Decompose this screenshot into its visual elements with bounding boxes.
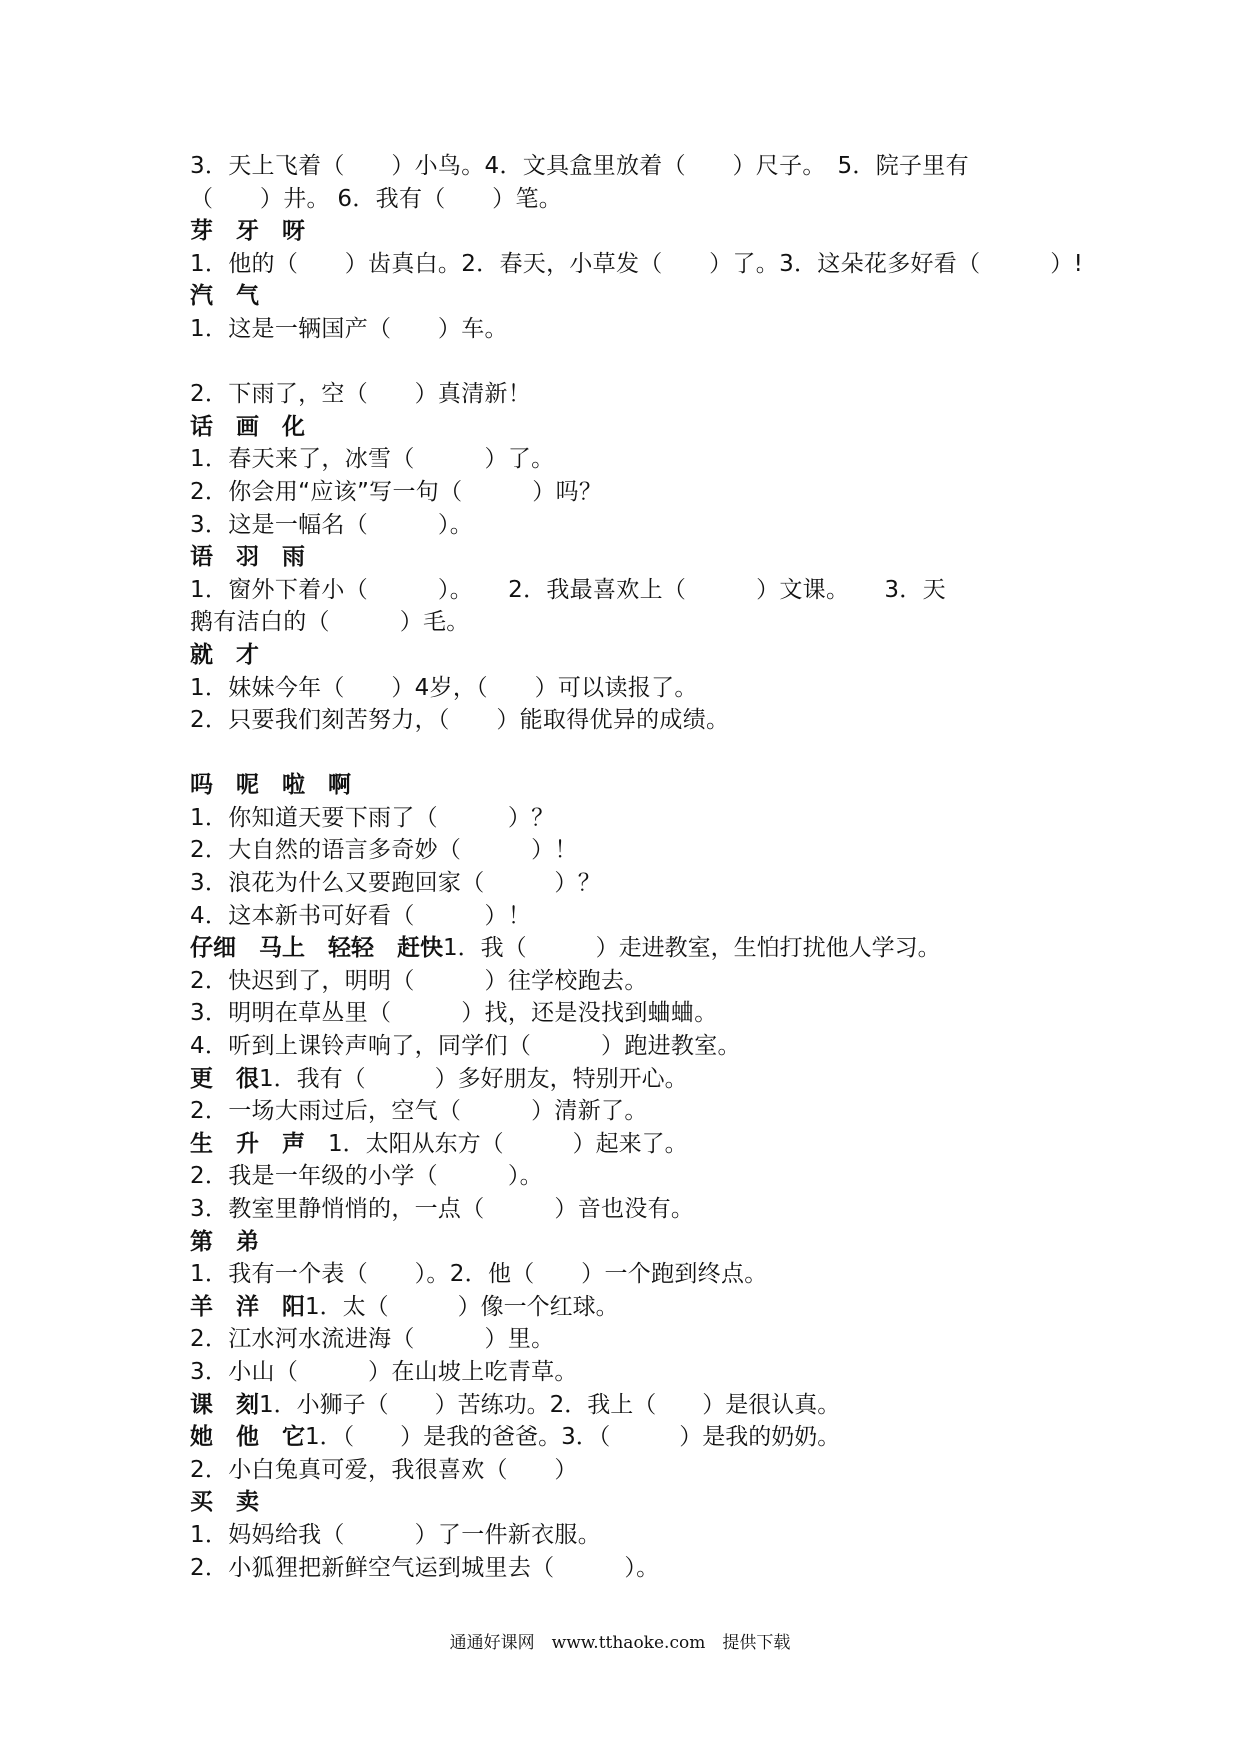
page-footer: 通通好课网 www.tthaoke.com 提供下载 [449,1633,791,1653]
word-group-heading [190,932,1070,965]
word-group-heading [190,1421,1070,1454]
heading-words: 羊 洋 阳 [190,1293,305,1320]
question-line: 2．你会用“应该”写一句（ ）吗？ [190,478,603,505]
question-line: 1．他的（ ）齿真白。2．春天，小草发（ ）了。3．这朵花多好看（ ）! [190,250,1084,277]
word-group-heading [190,1291,1070,1324]
question-line: 2．下雨了，空（ ）真清新！ [190,381,532,408]
blank-spacer [190,346,1070,379]
question-inline: 1．太（ ）像一个红球。 [305,1293,619,1320]
word-group-heading: 就 才 [190,641,259,668]
question-line: 3．这是一幅名（ ）。 [190,511,474,538]
word-group-heading: 语 羽 雨 [190,544,305,571]
word-group-heading [190,1063,1070,1096]
heading-words: 课 刻 [190,1391,259,1418]
question-line: 3．浪花为什么又要跑回家（ ）？ [190,870,602,897]
blank-spacer [190,737,1070,770]
question-line: 3．小山（ ）在山坡上吃青草。 [190,1358,578,1385]
question-line: 1．窗外下着小（ ）。 2．我最喜欢上（ ）文课。 3．天 [190,576,946,603]
question-line: 2．大自然的语言多奇妙（ ）！ [190,837,578,864]
word-group-heading: 汽 气 [190,283,259,310]
word-group-heading: 买 卖 [190,1489,259,1516]
question-inline: 1．小狮子（ ）苦练功。2．我上（ ）是很认真。 [259,1391,841,1418]
word-group-heading [190,1389,1070,1422]
question-line: 2．小白兔真可爱，我很喜欢（ ） [190,1456,578,1483]
question-inline: 1．我有（ ）多好朋友，特别开心。 [259,1065,688,1092]
question-line: 2．小狐狸把新鲜空气运到城里去（ ）。 [190,1554,660,1581]
question-line: 1．我有一个表（ ）。2．他（ ）一个跑到终点。 [190,1261,768,1288]
question-line: 1．这是一辆国产（ ）车。 [190,315,508,342]
question-line: 2．我是一年级的小学（ ）。 [190,1163,543,1190]
question-line: 3．教室里静悄悄的，一点（ ）音也没有。 [190,1196,695,1222]
question-line: 2．一场大雨过后，空气（ ）清新了。 [190,1098,648,1125]
heading-words: 她 他 它 [190,1424,305,1451]
question-line: 3．明明在草丛里（ ）找，还是没找到蛐蛐。 [190,1000,718,1027]
question-line: 1．春天来了，冰雪（ ）了。 [190,446,555,473]
question-line: 4．听到上课铃声响了，同学们（ ）跑进教室。 [190,1033,741,1060]
question-line: 鹅有洁白的（ ）毛。 [190,609,470,636]
question-inline: 1．（ ）是我的爸爸。3．（ ）是我的奶奶。 [305,1424,841,1451]
question-line: 2．快迟到了，明明（ ）往学校跑去。 [190,967,648,994]
heading-words: 更 很 [190,1065,259,1092]
question-line: 1．妹妹今年（ ）4岁，（ ）可以读报了。 [190,674,698,701]
word-group-heading: 话 画 化 [190,413,305,440]
question-inline: 1．太阳从东方（ ）起来了。 [305,1130,688,1157]
question-line: 4．这本新书可好看（ ）！ [190,902,532,929]
question-line: 2．只要我们刻苦努力，（ ）能取得优异的成绩。 [190,707,730,734]
question-line: 1．妈妈给我（ ）了一件新衣服。 [190,1521,602,1548]
word-group-heading: 吗 呢 啦 啊 [190,772,351,799]
word-group-heading: 第 弟 [190,1228,259,1255]
question-line: 3．天上飞着（ ）小鸟。4．文具盒里放着（ ）尺子。 5．院子里有 [190,153,969,179]
question-line: 2．江水河水流进海（ ）里。 [190,1326,555,1353]
question-line: （ ）井。 6．我有（ ）笔。 [190,185,563,212]
worksheet-body [190,150,1084,1584]
question-inline: 1．我（ ）走进教室，生怕打扰他人学习。 [443,935,941,962]
word-group-heading: 芽 牙 呀 [190,218,305,245]
question-line: 1．你知道天要下雨了（ ）？ [190,804,555,831]
heading-words: 生 升 声 [190,1130,305,1157]
heading-words: 仔细 马上 轻轻 赶快 [190,935,443,962]
word-group-heading [190,1128,1070,1161]
